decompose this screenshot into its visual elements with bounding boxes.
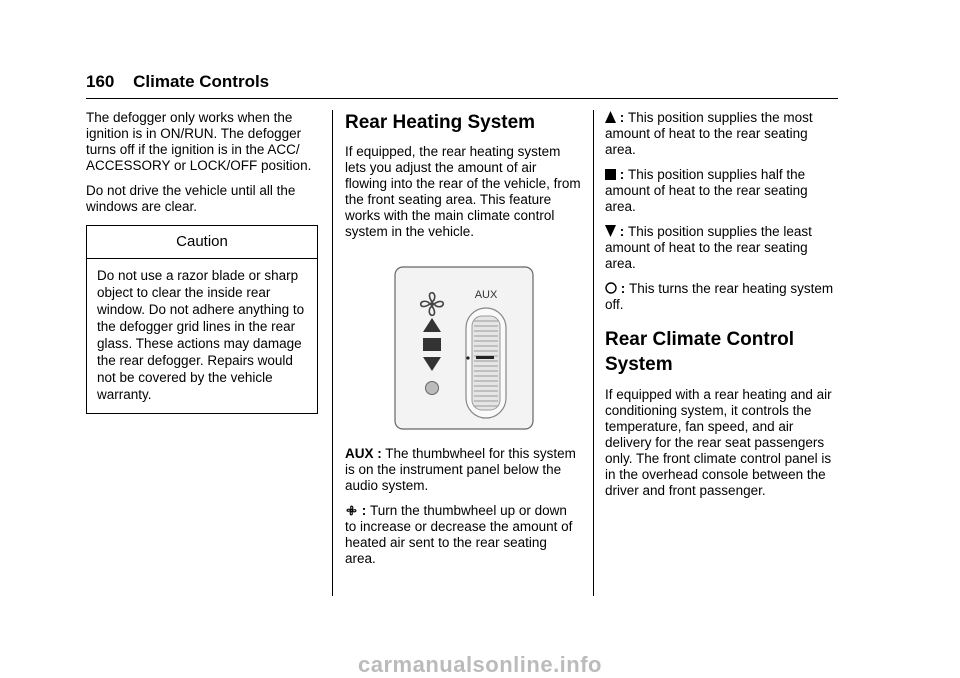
rear-climate-heading: Rear Climate Control System: [605, 329, 794, 375]
triangle-down-icon: [605, 225, 616, 237]
defogger-paragraph: The defogger only works when the ignition is in ON/RUN. The defogger turns off if the ignition is in the ACC/ ACCESSORY or LOCK/OFF position.: [86, 110, 312, 173]
column-divider-2: [593, 110, 594, 596]
triangle-up-icon: [605, 111, 616, 123]
column-1: [86, 110, 322, 414]
rear-heating-intro: If equipped, the rear heating system lets you adjust the amount of air flowing into the rear of the vehicle, from the front seating area. This feature works with the main climate control system in the vehicle.: [345, 144, 581, 239]
off-paragraph: : This turns the rear heating system off.: [605, 281, 834, 312]
min-heat-paragraph: : This position supplies the least amount of heat to the rear seating area.: [605, 224, 812, 271]
caution-text: Do not use a razor blade or sharp object to clear the inside rear window. Do not adhere anything to the defogger grid lines in the rear glass. These actions may damage the rear defogger. Repairs would not be covered by the vehicle warranty.: [97, 268, 305, 402]
down-text: This position supplies the least amount of heat to the rear seating area.: [605, 224, 812, 271]
aux-text: The thumbwheel for this system is on the instrument panel below the audio system.: [345, 446, 576, 493]
column-divider-1: [332, 110, 333, 596]
max-heat-paragraph: : This position supplies the most amount of heat to the rear seating area.: [605, 110, 813, 157]
rear-heating-heading: Rear Heating System: [345, 112, 536, 133]
off-text: This turns the rear heating system off.: [605, 281, 834, 312]
aux-control-panel-illustration: [394, 266, 581, 434]
aux-term: AUX :: [345, 446, 382, 461]
mid-text: This position supplies half the amount of heat to the rear seating area.: [605, 167, 808, 214]
caution-title: Caution: [87, 226, 317, 259]
fan-text: Turn the thumbwheel up or down to increase or decrease the amount of heated air sent to the rear seating area.: [345, 503, 573, 566]
header-rule: [86, 98, 838, 99]
page-number: 160: [86, 72, 115, 91]
rear-climate-paragraph: If equipped with a rear heating and air conditioning system, it controls the temperature, fan speed, and air delivery for the rear seat passengers only. The front climate control panel is in the overhead console between the driver and front passenger.: [605, 387, 832, 498]
caution-box: [86, 225, 318, 414]
page-header: [86, 72, 269, 92]
panel-aux-label: AUX: [474, 289, 498, 301]
watermark: carmanualsonline.info: [358, 652, 602, 677]
fan-icon: [345, 504, 358, 517]
aux-panel-graphic: [394, 266, 534, 430]
fan-paragraph: : Turn the thumbwheel up or down to increase or decrease the amount of heated air sent to the rear seating area.: [345, 503, 573, 566]
column-2: [345, 112, 581, 576]
circle-off-icon: [605, 282, 617, 294]
section-title: Climate Controls: [133, 72, 270, 91]
thumbwheel[interactable]: [466, 308, 506, 418]
circle-off-icon: [426, 382, 439, 395]
half-heat-paragraph: : This position supplies half the amount of heat to the rear seating area.: [605, 167, 808, 214]
drive-paragraph: Do not drive the vehicle until all the windows are clear.: [86, 183, 296, 214]
square-icon: [423, 338, 441, 351]
aux-paragraph: [345, 446, 581, 494]
square-icon: [605, 169, 616, 180]
up-text: This position supplies the most amount of heat to the rear seating area.: [605, 110, 813, 157]
column-3: [605, 110, 841, 508]
